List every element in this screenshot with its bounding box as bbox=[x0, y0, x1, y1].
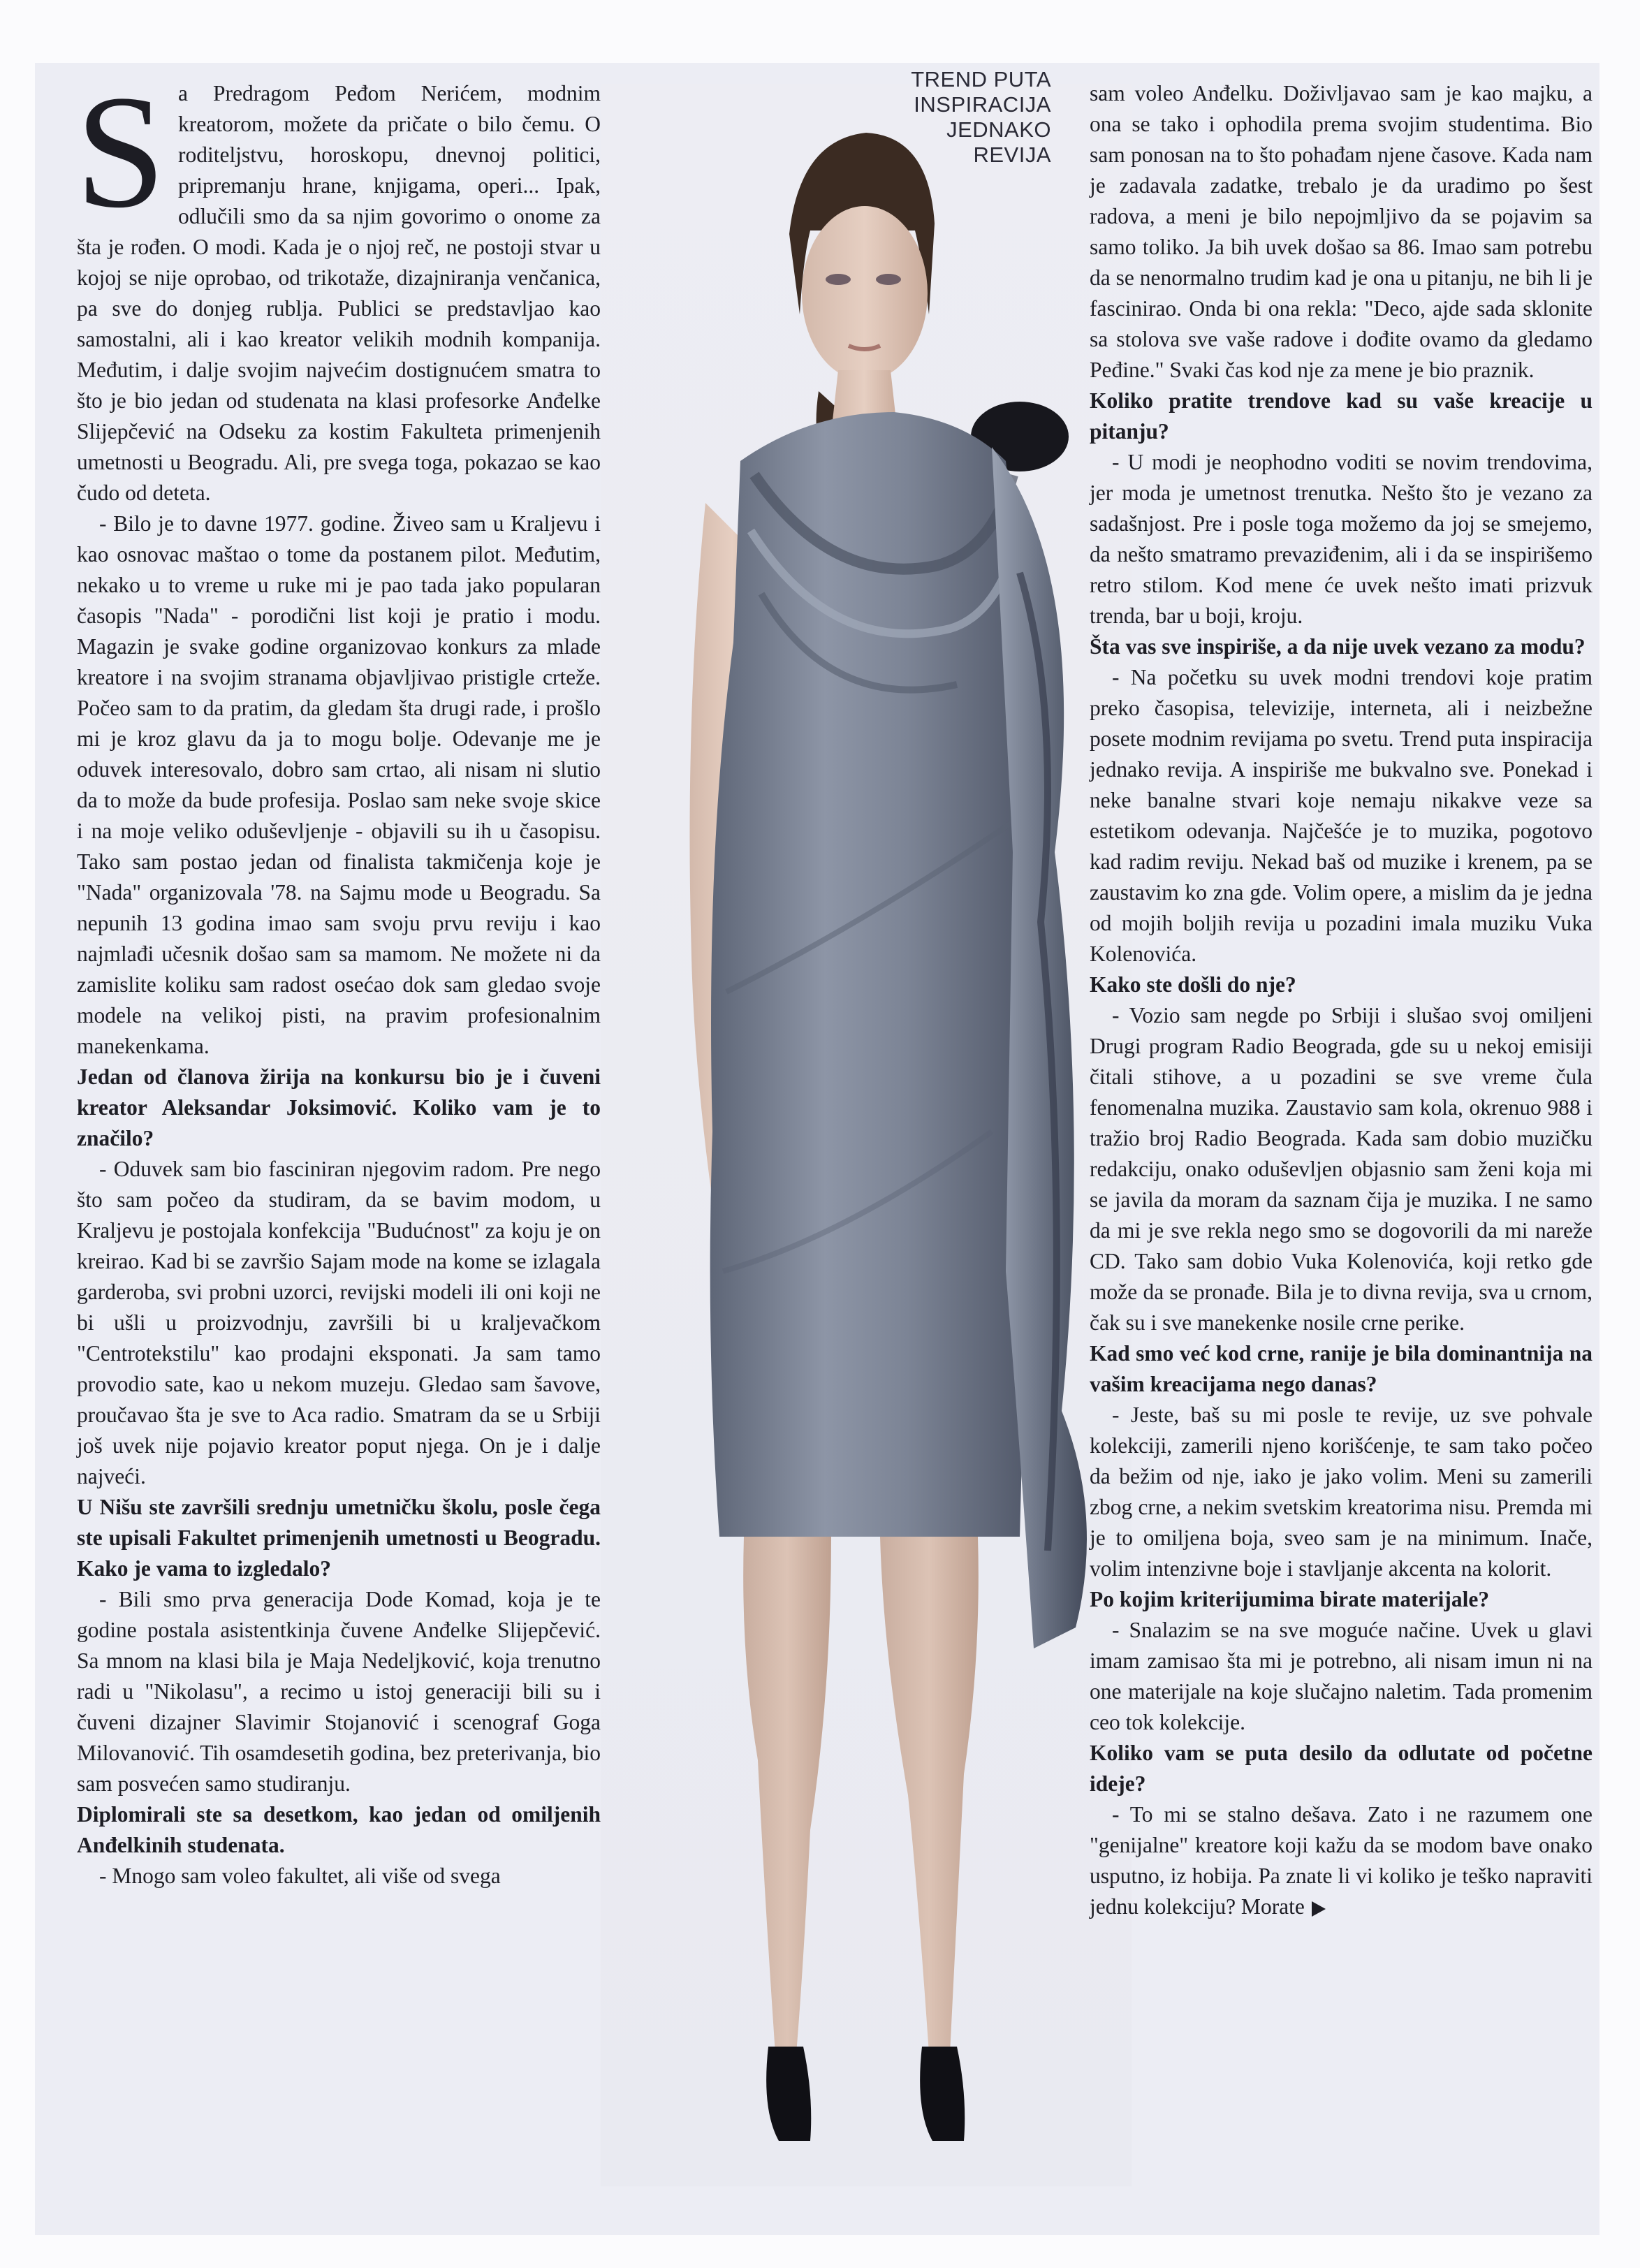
intro-paragraph bbox=[75, 62, 601, 509]
answer-paragraph: - U modi je neophodno voditi se novim trendovima, jer moda je umetnost trenutka. Nešto što je vezano za sadašnjost. Pre i posle toga možemo da joj se smejemo, da nešto smatramo prevaziđenim, ali i da se inspirišemo retro stilom. Kod mene će uvek nešto imati prizvuk trenda, bar u boji, kroju. bbox=[1090, 450, 1593, 628]
answer-paragraph: - Bili smo prva generacija Dode Komad, koja je te godine postala asistentkinja čuvene Anđelke Slijepčević. Sa mnom na klasi bila je Maja Nedeljković, koja trenutno radi u "Nikolasu", a recimo u istoj generaciji bili su i čuveni dizajner Slavimir Stojanović i scenograf Goga Milovanović. Tih osamdesetih godina, bez preterivanja, bio sam posvećen samo studiranju. bbox=[77, 1587, 601, 1796]
question-paragraph: Kad smo već kod crne, ranije je bila dominantnija na vašim kreacijama nego danas? bbox=[1090, 1341, 1593, 1396]
right-column bbox=[1090, 78, 1593, 1922]
kicker-line: REVIJA bbox=[973, 142, 1051, 167]
question-paragraph: Koliko vam se puta desilo da odlutate od početne ideje? bbox=[1090, 1741, 1593, 1796]
kicker-line: TREND PUTA bbox=[911, 67, 1051, 92]
question-paragraph: Kako ste došli do nje? bbox=[1090, 972, 1296, 997]
answer-paragraph: - Bilo je to davne 1977. godine. Živeo sam u Kraljevu i kao osnovac maštao o tome da postanem pilot. Međutim, nekako u to vreme u ruke mi je pao tada jako popularan časopis "Nada" - porodični list koji je pratio i modu. Magazin je svake godine organizovao konkurs za mlade kreatore i na svojim stranama objavljivao pristigle crteže. Počeo sam to da pratim, da gledam šta drugi rade, i prošlo mi je kroz glavu da ja to mogu bolje. Odevanje me je oduvek interesovalo, dobro sam crtao, ali nisam ni slutio da to može da bude profesija. Poslao sam neke svoje skice i na moje veliko oduševljenje - objavili su ih u časopisu. Tako sam postao jedan od finalista takmičenja koje je "Nada" organizovala '78. na Sajmu mode u Beogradu. Sa nepunih 13 godina imao sam svoju prvu reviju i kao najmlađi učesnik došao sam sa mamom. Ne možete ni da zamislite koliku sam radost osećao dok sam gledao svoje modele na velikoj pisti, na pravim profesionalnim manekenkama. bbox=[77, 511, 601, 1058]
question-paragraph: Šta vas sve inspiriše, a da nije uvek vezano za modu? bbox=[1090, 634, 1586, 659]
intro-text: a Predragom Peđom Nerićem, modnim kreatorom, možete da pričate o bilo čemu. O roditeljstvu, horoskopu, dnevnoj politici, pripremanju hrane, knjigama, operi... Ipak, odlučili smo da sa njim govorimo o onome za šta je rođen. O modi. Kada je o njoj reč, ne postoji stvar u kojoj se nije oprobao, od trikotaže, dizajniranja venčanica, pa sve do donjeg rublja. Publici se predstavljao kao samostalni, ali i kao kreator velikih modnih kompanija. Međutim, i dalje svojim najvećim dostignućem smatra to što je bio jedan od studenata na klasi profesorke Anđelke Slijepčević na Odseku za kostim Fakulteta primenjenih umetnosti u Beogradu. Ali, pre svega toga, pokazao se kao čudo od deteta. bbox=[77, 81, 601, 505]
kicker-line: INSPIRACIJA bbox=[914, 92, 1051, 117]
kicker-line: JEDNAKO bbox=[946, 117, 1051, 142]
continue-arrow-icon bbox=[1312, 1901, 1326, 1917]
fashion-photo bbox=[601, 84, 1132, 2186]
answer-paragraph: - Mnogo sam voleo fakultet, ali više od svega bbox=[99, 1864, 501, 1888]
answer-paragraph: - Na početku su uvek modni trendovi koje pratim preko časopisa, televizije, interneta, ali i neizbežne posete modnim revijama po svetu. Trend puta inspiracija jednako revija. A inspiriše me bukvalno sve. Ponekad i neke banalne stvari koje nemaju nikakve veze sa estetikom odevanja. Najčešće je to muzika, pogotovo kad radim reviju. Nekad baš od muzike i krenem, pa se zaustavim ko zna gde. Volim opere, a mislim da je jedna od mojih boljih revija u pozadini imala muziku Vuka Kolenovića. bbox=[1090, 665, 1593, 966]
final-answer-text: - To mi se stalno dešava. Zato i ne razumem one "genijalne" kreatore koji kažu da se modom bave onako usputno, iz hobija. Pa znate li vi koliko je teško napraviti jednu kolekciju? Morate bbox=[1090, 1802, 1593, 1919]
answer-paragraph bbox=[1090, 1799, 1593, 1922]
question-paragraph: U Nišu ste završili srednju umetničku školu, posle čega ste upisali Fakultet primenjenih umetnosti u Beogradu. Kako je vama to izgledalo? bbox=[77, 1495, 601, 1581]
continuation-paragraph: sam voleo Anđelku. Doživljavao sam je kao majku, a ona se tako i ophodila prema svojim studentima. Bio sam ponosan na to što pohađam njene časove. Kada nam je zadavala zadatke, trebalo je da uradimo po šest radova, a meni je bilo nepojmljivo da se pojavim sa samo toliko. Ja bih uvek došao sa 86. Imao sam potrebu da se nenormalno trudim kad je ona u pitanju, ne bih li je fascinirao. Onda bi ona rekla: "Deco, ajde sada sklonite sa stolova sve vaše radove i dođite ovamo da gledamo Peđine." Svaki čas kod nje za mene je bio praznik. bbox=[1090, 81, 1593, 382]
drop-cap: S bbox=[75, 62, 166, 242]
question-paragraph: Diplomirali ste sa desetkom, kao jedan od omiljenih Anđelkinih studenata. bbox=[77, 1802, 601, 1857]
answer-paragraph: - Snalazim se na sve moguće načine. Uvek u glavi imam zamisao šta mi je potrebno, ali nisam imun ni na one materijale na koje slučajno naletim. Tada promenim ceo tok kolekcije. bbox=[1090, 1618, 1593, 1734]
question-paragraph: Po kojim kriterijumima birate materijale? bbox=[1090, 1587, 1490, 1611]
left-column bbox=[75, 62, 601, 1892]
answer-paragraph: - Vozio sam negde po Srbiji i slušao svoj omiljeni Drugi program Radio Beograda, gde su u nekoj emisiji čitali stihove, a u pozadini se sve vreme čula fenomenalna muzika. Zaustavio sam kola, okrenuo 988 i tražio broj Radio Beograda. Kada sam dobio muzičku redakciju, onako oduševljen objasnio sam ženi koja mi se javila da moram da saznam čija je muzika. I ne samo da mi je sve rekla nego smo se dogovorili da mi nareže CD. Tako sam dobio Vuka Kolenovića, koji retko gde može da se pronađe. Bila je to divna revija, sva u crnom, čak su i sve manekenke nosile crne perike. bbox=[1090, 1003, 1593, 1335]
question-paragraph: Jedan od članova žirija na konkursu bio je i čuveni kreator Aleksandar Joksimović. Koliko vam je to značilo? bbox=[77, 1065, 601, 1150]
article-kicker bbox=[849, 67, 1051, 168]
question-paragraph: Koliko pratite trendove kad su vaše kreacije u pitanju? bbox=[1090, 388, 1593, 444]
answer-paragraph: - Oduvek sam bio fasciniran njegovim radom. Pre nego što sam počeo da studiram, da se bavim modom, u Kraljevu je postojala konfekcija "Budućnost" za koju je on kreirao. Kad bi se završio Sajam mode na kome se izlagala garderoba, svi probni uzorci, revijski modeli ili oni koji ne bi ušli u proizvodnju, završili bi u kraljevačkom "Centrotekstilu" kao prodajni eksponati. Ja sam tamo provodio sate, kao u nekom muzeju. Gledao sam šavove, proučavao šta je sve to Aca radio. Smatram da se u Srbiji još uvek nije pojavio kreator poput njega. On je i dalje najveći. bbox=[77, 1157, 601, 1488]
answer-paragraph: - Jeste, baš su mi posle te revije, uz sve pohvale kolekciji, zamerili njeno korišćenje, te sam tako počeo da bežim od nje, iako je jako volim. Meni su zamerili zbog crne, a nekim svetskim kreatorima nisu. Premda mi je to omiljena boja, sveo sam je na minimum. Inače, volim intenzivne boje i stavljanje akcenta na kolorit. bbox=[1090, 1403, 1593, 1581]
